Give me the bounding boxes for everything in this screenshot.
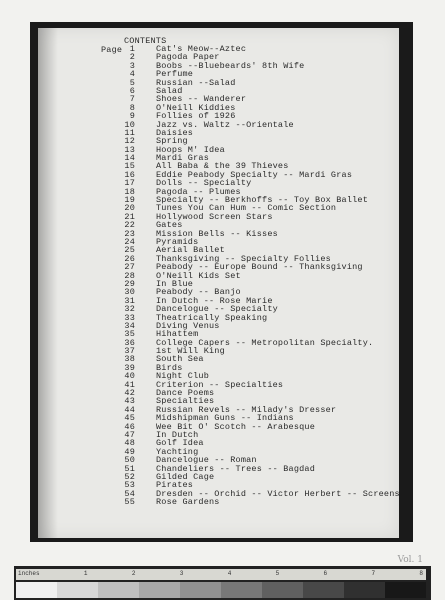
entry-title: Pagoda Paper <box>156 52 220 63</box>
entry-title: South Sea <box>156 354 204 365</box>
entry-page-number: 50 <box>124 455 135 466</box>
entry-page-number: 39 <box>124 362 135 373</box>
entry-title: Night Club <box>156 371 210 382</box>
contents-entry <box>0 213 445 221</box>
ruler-label: 7 <box>371 570 376 577</box>
contents-list <box>0 45 445 506</box>
entry-page-number: 27 <box>124 262 135 273</box>
entry-page-number: 10 <box>124 119 135 130</box>
entry-title: Pyramids <box>156 236 199 247</box>
entry-title: Rose Gardens <box>156 497 220 508</box>
entry-title: Jazz vs. Waltz --Orientale <box>156 119 294 130</box>
entry-title: Dancelogue -- Specialty <box>156 304 278 315</box>
contents-entry <box>0 322 445 330</box>
entry-title: 1st Will King <box>156 346 225 357</box>
entry-page-number: 15 <box>124 161 135 172</box>
entry-page-number: 16 <box>124 169 135 180</box>
entry-title: Perfume <box>156 69 194 80</box>
ruler-labels <box>18 570 423 579</box>
entry-page-number: 51 <box>124 463 135 474</box>
entry-page-number: 44 <box>124 404 135 415</box>
gray-patch <box>98 582 139 598</box>
ruler-label: 5 <box>275 570 280 577</box>
entry-page-number: 26 <box>124 253 135 264</box>
entry-page-number: 40 <box>124 371 135 382</box>
entry-title: In Dutch <box>156 429 199 440</box>
entry-page-number: 47 <box>124 429 135 440</box>
entry-page-number: 52 <box>124 471 135 482</box>
gray-scale-strip <box>16 582 426 598</box>
entry-page-number: 25 <box>124 245 135 256</box>
entry-title: Thanksgiving -- Specialty Follies <box>156 253 331 264</box>
contents-entry <box>0 45 445 53</box>
entry-page-number: 3 <box>129 60 135 71</box>
entry-title: Chandeliers -- Trees -- Bagdad <box>156 463 316 474</box>
contents-entry <box>0 473 445 481</box>
entry-title: O'Neill Kids Set <box>156 270 241 281</box>
gray-patch <box>180 582 221 598</box>
entry-title: All Baba & the 39 Thieves <box>156 161 289 172</box>
contents-entry <box>0 347 445 355</box>
entry-title: Dresden -- Orchid -- Victor Herbert -- Screens <box>156 488 400 499</box>
entry-title: Hihattem <box>156 329 199 340</box>
entry-page-number: 32 <box>124 304 135 315</box>
entry-title: Boobs --Bluebeards' 8th Wife <box>156 60 305 71</box>
entry-title: Dancelogue -- Roman <box>156 455 257 466</box>
contents-entry <box>0 272 445 280</box>
entry-page-number: 2 <box>129 52 135 63</box>
entry-title: Hoops M' Idea <box>156 144 225 155</box>
ruler-label: 4 <box>227 570 232 577</box>
entry-title: Specialty -- Berkhoffs -- Toy Box Ballet <box>156 195 369 206</box>
entry-page-number: 6 <box>129 85 135 96</box>
entry-title: Gates <box>156 220 183 231</box>
entry-page-number: 42 <box>124 388 135 399</box>
entry-page-number: 34 <box>124 320 135 331</box>
entry-title: Shoes -- Wanderer <box>156 94 247 105</box>
entry-title: Aerial Ballet <box>156 245 225 256</box>
entry-title: O'Neill Kiddies <box>156 102 236 113</box>
ruler-label: 6 <box>323 570 328 577</box>
entry-title: Wee Bit O' Scotch -- Arabesque <box>156 421 316 432</box>
entry-title: Dance Poems <box>156 388 215 399</box>
entry-page-number: 38 <box>124 354 135 365</box>
entry-page-number: 5 <box>129 77 135 88</box>
entry-page-number: 18 <box>124 186 135 197</box>
entry-page-number: 9 <box>129 111 135 122</box>
entry-page-number: 1 <box>129 44 135 54</box>
entry-page-number: 30 <box>124 287 135 298</box>
contents-entry <box>0 439 445 447</box>
entry-title: Daisies <box>156 127 194 138</box>
entry-page-number: 22 <box>124 220 135 231</box>
contents-entry <box>0 62 445 70</box>
entry-title: Criterion -- Specialties <box>156 379 284 390</box>
entry-title: Specialties <box>156 396 215 407</box>
entry-page-number: 31 <box>124 295 135 306</box>
entry-title: Tunes You Can Hum -- Comic Section <box>156 203 337 214</box>
entry-page-number: 7 <box>129 94 135 105</box>
entry-title: Hollywood Screen Stars <box>156 211 273 222</box>
entry-title: Birds <box>156 362 183 373</box>
entry-title: Peabody -- Banjo <box>156 287 241 298</box>
entry-page-number: 45 <box>124 413 135 424</box>
entry-page-number: 20 <box>124 203 135 214</box>
entry-title: In Blue <box>156 278 194 289</box>
entry-page-number: 54 <box>124 488 135 499</box>
entry-page-number: 24 <box>124 236 135 247</box>
contents-entry <box>0 423 445 431</box>
entry-title: Pirates <box>156 480 194 491</box>
contents-entry <box>0 146 445 154</box>
entry-page-number: 48 <box>124 438 135 449</box>
entry-title: Russian --Salad <box>156 77 236 88</box>
contents-entry <box>0 465 445 473</box>
contents-entry <box>0 121 445 129</box>
contents-entry <box>0 79 445 87</box>
contents-heading: CONTENTS <box>124 36 167 46</box>
entry-page-number: 33 <box>124 312 135 323</box>
entry-page-number: 19 <box>124 195 135 206</box>
entry-title: Spring <box>156 136 188 147</box>
page-column-label: Page <box>101 45 123 55</box>
entry-page-number: 11 <box>124 127 135 138</box>
entry-title: Theatrically Speaking <box>156 312 268 323</box>
entry-title: Russian Revels -- Milady's Dresser <box>156 404 337 415</box>
entry-page-number: 4 <box>129 69 135 80</box>
entry-title: Midshipman Guns -- Indians <box>156 413 294 424</box>
contents-entry <box>0 355 445 363</box>
entry-page-number: 28 <box>124 270 135 281</box>
entry-page-number: 12 <box>124 136 135 147</box>
gray-patch <box>16 582 57 598</box>
gray-patch <box>385 582 426 598</box>
entry-title: Follies of 1926 <box>156 111 236 122</box>
entry-page-number: 29 <box>124 278 135 289</box>
entry-title: Pagoda -- Plumes <box>156 186 241 197</box>
ruler-label: 2 <box>131 570 136 577</box>
entry-title: Salad <box>156 85 183 96</box>
entry-page-number: 35 <box>124 329 135 340</box>
entry-title: Golf Idea <box>156 438 204 449</box>
entry-page-number: 43 <box>124 396 135 407</box>
contents-entry <box>0 389 445 397</box>
entry-title: In Dutch -- Rose Marie <box>156 295 273 306</box>
contents-entry <box>0 364 445 372</box>
entry-page-number: 46 <box>124 421 135 432</box>
entry-page-number: 36 <box>124 337 135 348</box>
entry-page-number: 49 <box>124 446 135 457</box>
contents-entry <box>0 381 445 389</box>
entry-title: Cat's Meow--Aztec <box>156 44 247 54</box>
entry-title: College Capers -- Metropolitan Specialty. <box>156 337 374 348</box>
entry-title: Yachting <box>156 446 199 457</box>
entry-page-number: 41 <box>124 379 135 390</box>
contents-entry <box>0 314 445 322</box>
volume-mark: Vol. 1 <box>397 555 423 565</box>
gray-patch <box>262 582 303 598</box>
entry-page-number: 8 <box>129 102 135 113</box>
entry-title: Peabody -- Europe Bound -- Thanksgiving <box>156 262 363 273</box>
gray-patch <box>221 582 262 598</box>
gray-patch <box>303 582 344 598</box>
entry-title: Gilded Cage <box>156 471 215 482</box>
entry-page-number: 37 <box>124 346 135 357</box>
contents-entry <box>0 129 445 137</box>
ruler-label: inches <box>18 570 40 577</box>
contents-entry <box>0 230 445 238</box>
entry-title: Eddie Peabody Specialty -- Mardi Gras <box>156 169 353 180</box>
entry-page-number: 23 <box>124 228 135 239</box>
entry-title: Mardi Gras <box>156 153 210 164</box>
entry-page-number: 53 <box>124 480 135 491</box>
gray-patch <box>57 582 98 598</box>
ruler-label: 8 <box>419 570 423 577</box>
gray-patch <box>139 582 180 598</box>
entry-page-number: 14 <box>124 153 135 164</box>
contents-entry <box>0 490 445 498</box>
gray-patch <box>344 582 385 598</box>
entry-page-number: 17 <box>124 178 135 189</box>
contents-entry <box>0 431 445 439</box>
ruler-label: 3 <box>179 570 184 577</box>
contents-entry <box>0 498 445 506</box>
entry-title: Mission Bells -- Kisses <box>156 228 278 239</box>
entry-page-number: 13 <box>124 144 135 155</box>
entry-page-number: 55 <box>124 497 135 508</box>
entry-title: Diving Venus <box>156 320 220 331</box>
entry-title: Dolls -- Specialty <box>156 178 252 189</box>
entry-page-number: 21 <box>124 211 135 222</box>
ruler-label: 1 <box>83 570 88 577</box>
